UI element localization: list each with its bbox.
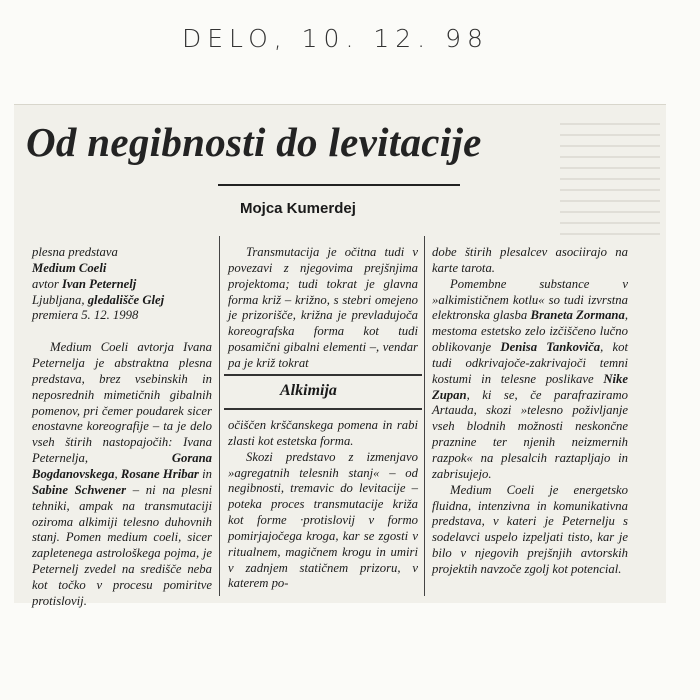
col1-paragraph [32, 340, 212, 609]
info-title: Medium Coeli [32, 260, 107, 275]
col1-text-d: in [198, 466, 212, 481]
col1-text-c: , [114, 466, 121, 481]
column-1 [32, 245, 212, 610]
contributor-name: Denisa Tankoviča [500, 340, 601, 355]
col3-text-d: , kot tudi odkrivajoče-zakrivajoči temni kostumi in telesne poslikave [432, 340, 628, 386]
col3-text-e: , ki se, če parafraziramo Artauda, skozi »telesno poživljanje vseh blodnih možnosti neskončne praznine ter njenih neizmernih razpok« na plesalcih raztapljajo in zabrisujejo. [432, 387, 628, 481]
dancer-name: Gorana Bogdanovskega [32, 451, 212, 481]
col1-text-e: – ni na plesni tehniki, ampak na transmutaciji oziroma alkimiji telesno duhovnih stanj. Pomen medium coeli, sicer zapletenega astrološkega pojma, je Peternelj zvedel na središče neba kot točko v procesu pomiritve protislovij. [32, 482, 212, 608]
subhead-rule-top [224, 374, 422, 376]
contributor-name: Braneta Zormana [530, 308, 625, 323]
info-venue: gledališče Glej [87, 292, 165, 307]
subhead: Alkimija [280, 382, 337, 399]
subhead-rule-bottom [224, 408, 422, 410]
bleed-through-texture [560, 114, 660, 244]
byline: Mojca Kumerdej [240, 200, 356, 217]
column-divider [219, 236, 220, 596]
info-block [32, 245, 212, 324]
col3-paragraph-2 [432, 277, 628, 483]
col3-text-a: Pomembne substance v »alkimističnem kotlu« so tudi izvrstna elektronska glasba [432, 276, 628, 323]
dancer-name: Sabine Schwener [32, 482, 127, 497]
column-2-bottom [228, 418, 418, 592]
contributor-name: Nike Zupan [432, 371, 628, 402]
col3-paragraph-3: Medium Coeli je energetsko fluidna, intenzivna in komunikativna predstava, v kateri je Peternelju s sodelavci uspelo izpeljati tisto, kar je bilo v njegovih prejšnjih avtorskih projektih navzoče zgolj kot potencial. [432, 482, 628, 576]
col3-paragraph-1: dobe štirih plesalcev asociirajo na karte tarota. [432, 245, 628, 275]
col2-paragraph-2: Skozi predstavo z izmenjavo »agregatnih telesnih stanj« – od negibnosti, tremavic do levitacije – poteka proces transmutacije križa kot forme ·protislovij v formo pomirjajočega kroga, kar se zgosti v ritualnem, magičnem krogu in umiri v zadnjem statičnem prizoru, v katerem po- [228, 449, 418, 591]
col2-paragraph-1: očiščen krščanskega pomena in rabi zlasti kot estetska forma. [228, 418, 418, 448]
headline: Od negibnosti do levitacije [26, 119, 482, 165]
info-premiere: premiera 5. 12. 1998 [32, 308, 139, 323]
info-venue-prefix: Ljubljana, [32, 292, 88, 307]
column-3 [432, 245, 628, 578]
dancer-name: Rosane Hribar [120, 466, 199, 481]
col3-text-c: , mestoma estetsko zelo izčiščeno lučno oblikovanje [432, 308, 628, 355]
handwritten-date-note: DELO, 10. 12. 98 [182, 24, 489, 53]
column-2-top [228, 245, 418, 372]
headline-rule [218, 184, 460, 186]
col1-text-a: Medium Coeli avtorja Ivana Peternelja je abstraktna plesna predstava, brez vsebinskih in neposrednih mimetičnih gibalnih pomenov, pri čemer poudarek sicer enostavne koreografije – ta je delo vseh štirih nastopajočih: Ivana Peternelja, [32, 340, 212, 466]
info-author: Ivan Peternelj [61, 276, 137, 291]
col2-paragraph-top: Transmutacija je očitna tudi v povezavi z njegovima prejšnjima projektoma; tudi tokrat je glavna forma križ – križno, s stebri omejeno je prizorišče, križna je prevladujoča koreografska forma kot tudi posamični gibalni elementi –, vendar pa je križ tokrat [228, 245, 418, 370]
info-genre: plesna predstava [32, 245, 118, 259]
column-divider [424, 236, 425, 596]
info-author-prefix: avtor [32, 276, 62, 291]
